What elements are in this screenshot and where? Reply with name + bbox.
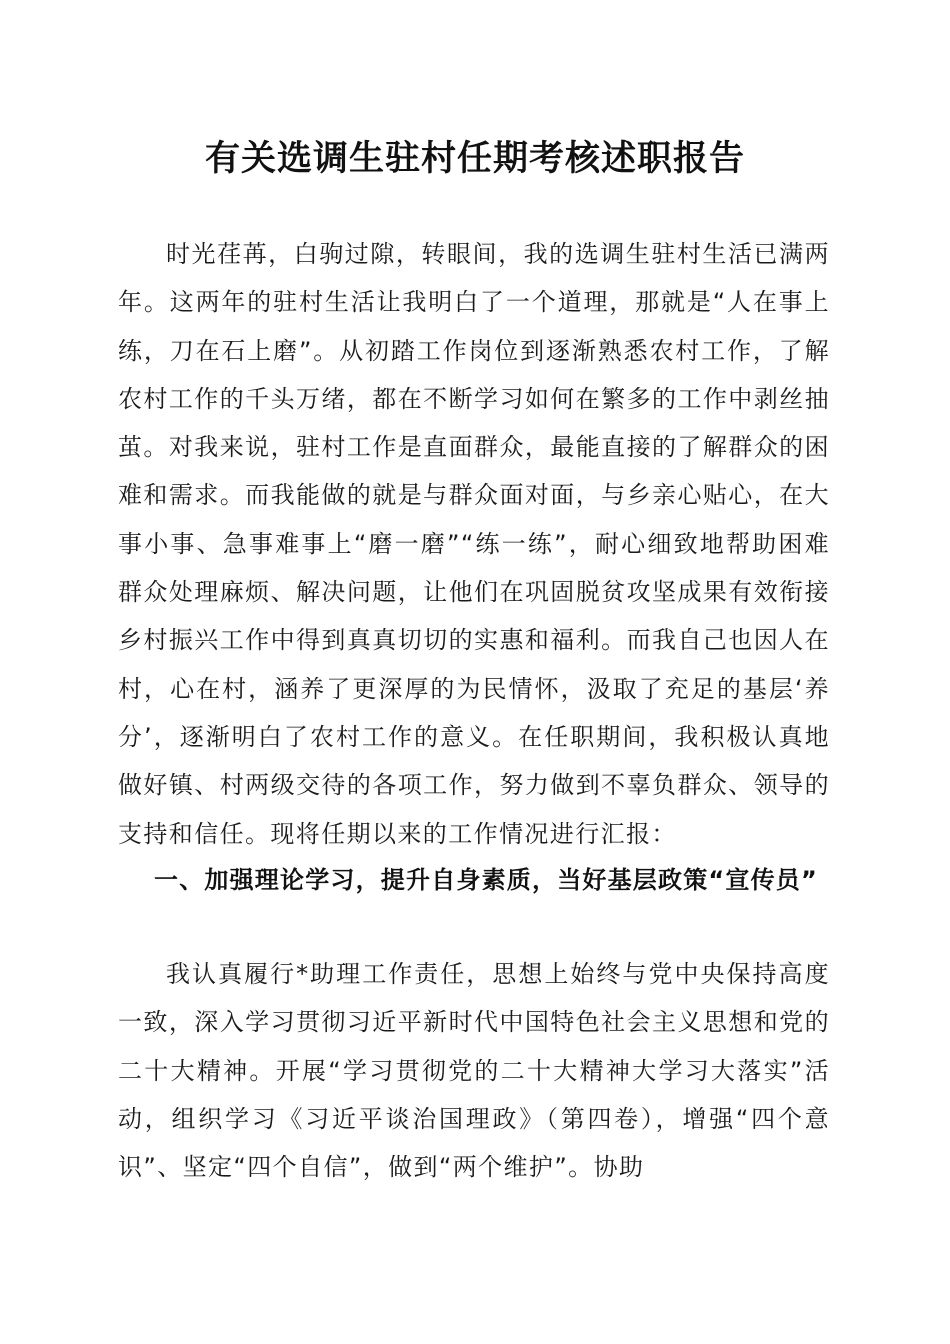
section-heading-1: 一、加强理论学习，提升自身素质，当好基层政策“宣传员” bbox=[154, 866, 818, 894]
document-title: 有关选调生驻村任期考核述职报告 bbox=[204, 138, 745, 179]
section-1-paragraph: 我认真履行*助理工作责任，思想上始终与党中央保持高度一致，深入学习贯彻习近平新时代中国特色社会主义思想和党的二十大精神。开展“学习贯彻党的二十大精神大学习大落实”活动，组织学习《习近平谈治国理政》（第四卷），增强“四个意识”、坚定“四个自信”，做到“两个维护”。协助 bbox=[118, 960, 830, 1182]
intro-paragraph: 时光荏苒，白驹过隙，转眼间，我的选调生驻村生活已满两年。这两年的驻村生活让我明白了一个道理，那就是“人在事上练，刀在石上磨”。从初踏工作岗位到逐渐熟悉农村工作，了解农村工作的千头万绪，都在不断学习如何在繁多的工作中剥丝抽茧。对我来说，驻村工作是直面群众，最能直接的了解群众的困难和需求。而我能做的就是与群众面对面，与乡亲心贴心，在大事小事、急事难事上“磨一磨”“练一练”，耐心细致地帮助困难群众处理麻烦、解决问题，让他们在巩固脱贫攻坚成果有效衔接乡村振兴工作中得到真真切切的实惠和福利。而我自己也因人在村，心在村，涵养了更深厚的为民情怀，汲取了充足的基层‘养分’，逐渐明白了农村工作的意义。在任职期间，我积极认真地做好镇、村两级交待的各项工作，努力做到不辜负群众、领导的支持和信任。现将任期以来的工作情况进行汇报： bbox=[118, 240, 830, 848]
